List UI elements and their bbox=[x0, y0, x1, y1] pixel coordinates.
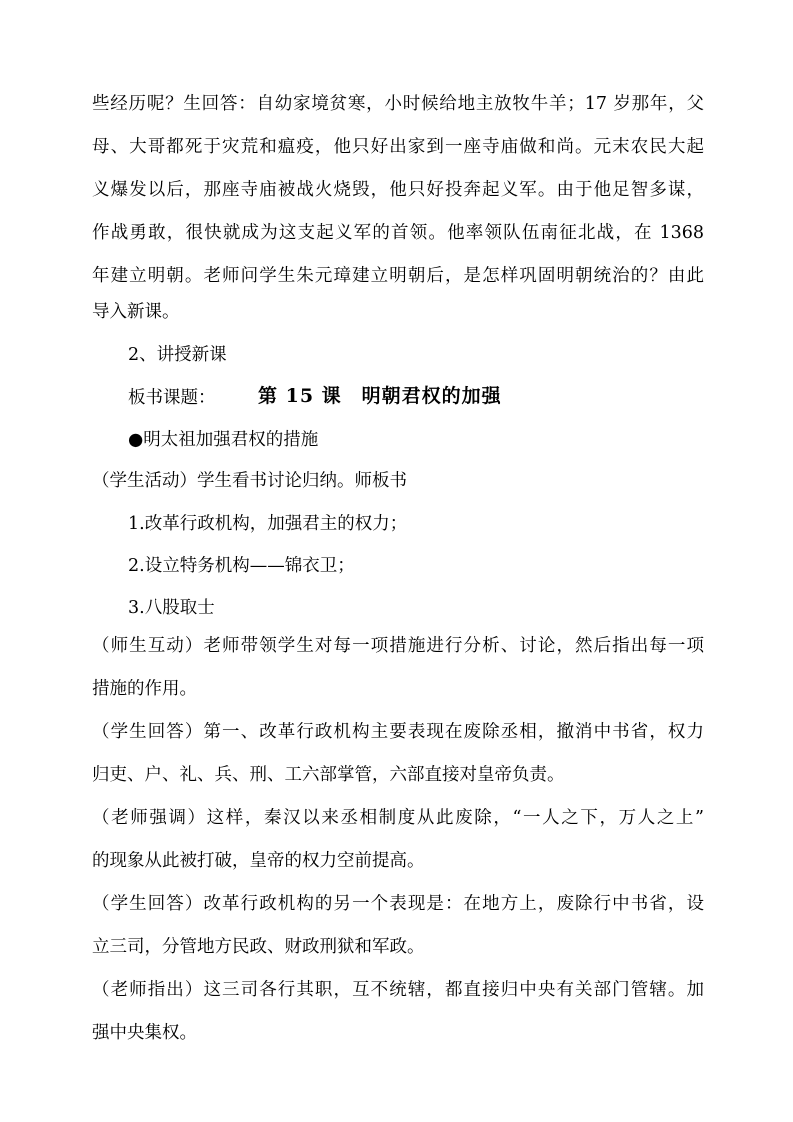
text-line: 母、大哥都死于灾荒和瘟疫，他只好出家到一座寺庙做和尚。元末农民大起 bbox=[92, 137, 704, 157]
text-line: 年建立明朝。老师问学生朱元璋建立明朝后，是怎样巩固明朝统治的？由此 bbox=[92, 266, 704, 286]
text-line: 措施的作用。 bbox=[92, 679, 197, 699]
text-line: 导入新课。 bbox=[92, 302, 180, 322]
text-line: （学生回答）改革行政机构的另一个表现是：在地方上，废除行中书省，设 bbox=[92, 894, 704, 914]
text-line: 些经历呢？生回答：自幼家境贫寒，小时候给地主放牧牛羊；17 岁那年，父 bbox=[92, 94, 704, 114]
bullet-heading: ●明太祖加强君权的措施 bbox=[128, 430, 319, 450]
text-line: 归吏、户、礼、兵、刑、工六部掌管，六部直接对皇帝负责。 bbox=[92, 765, 565, 785]
text-line: （学生回答）第一、改革行政机构主要表现在废除丞相，撤消中书省，权力 bbox=[92, 722, 704, 742]
text-line: 作战勇敢，很快就成为这支起义军的首领。他率领队伍南征北战，在 1368 bbox=[92, 223, 704, 243]
section-heading: 2、讲授新课 bbox=[128, 345, 227, 365]
board-label: 板书课题： bbox=[128, 388, 216, 408]
text-line: （师生互动）老师带领学生对每一项措施进行分析、讨论，然后指出每一项 bbox=[92, 636, 704, 656]
text-line: 的现象从此被打破，皇帝的权力空前提高。 bbox=[92, 851, 425, 871]
text-line: 立三司，分管地方民政、财政刑狱和军政。 bbox=[92, 937, 425, 957]
board-title-row bbox=[128, 385, 502, 410]
text-line: （老师强调）这样，秦汉以来丞相制度从此废除，“一人之下，万人之上” bbox=[92, 808, 704, 828]
measure-item: 3.八股取士 bbox=[128, 598, 215, 618]
text-line: 强中央集权。 bbox=[92, 1023, 197, 1043]
measure-item: 1.改革行政机构，加强君主的权力； bbox=[128, 514, 408, 534]
lesson-title: 第 15 课 明朝君权的加强 bbox=[258, 385, 502, 407]
text-line: 义爆发以后，那座寺庙被战火烧毁，他只好投奔起义军。由于他足智多谋， bbox=[92, 180, 704, 200]
text-line: （学生活动）学生看书讨论归纳。师板书 bbox=[92, 471, 407, 491]
measure-item: 2.设立特务机构——锦衣卫； bbox=[128, 556, 355, 576]
text-line: （老师指出）这三司各行其职，互不统辖，都直接归中央有关部门管辖。加 bbox=[92, 980, 704, 1000]
